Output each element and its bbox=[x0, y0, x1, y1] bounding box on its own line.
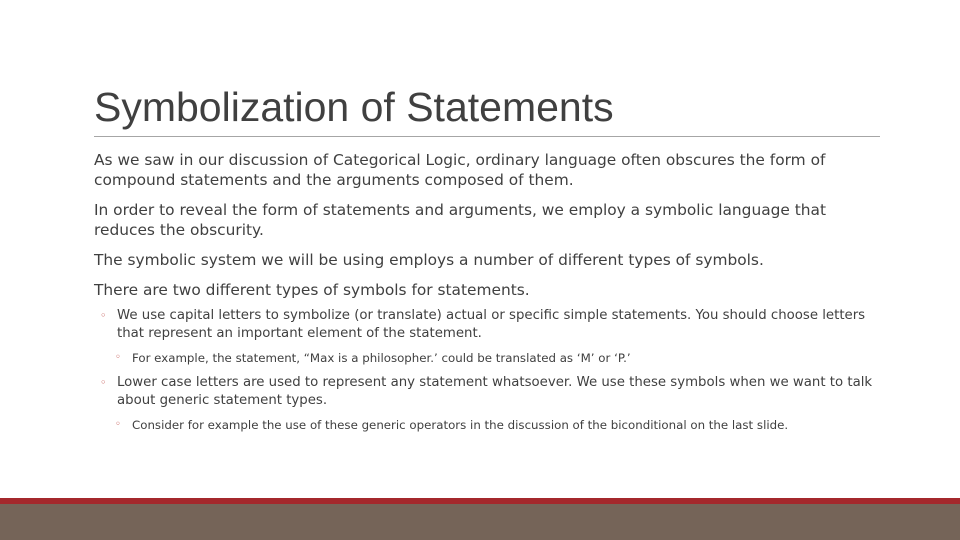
bullet-item bbox=[94, 374, 884, 409]
sub-bullet-item bbox=[94, 417, 884, 433]
bullet-item bbox=[94, 307, 884, 342]
bullet-text: Lower case letters are used to represent any statement whatsoever. We use these symbols when we want to talk about generic statement types. bbox=[117, 375, 873, 408]
bullet-marker-icon: ◦ bbox=[115, 419, 121, 430]
body-paragraph: There are two different types of symbols for statements. bbox=[94, 281, 530, 299]
bullet-marker-icon: ◦ bbox=[100, 309, 107, 322]
bullet-marker-icon: ◦ bbox=[115, 352, 121, 363]
bullet-text: We use capital letters to symbolize (or translate) actual or specific simple statements. You should choose letters that represent an important element of the statement. bbox=[117, 308, 866, 341]
footer-band bbox=[0, 504, 960, 540]
body-paragraph: In order to reveal the form of statements and arguments, we employ a symbolic language that reduces the obscurity. bbox=[94, 201, 827, 239]
title-divider bbox=[94, 136, 880, 137]
slide-title: Symbolization of Statements bbox=[94, 84, 614, 130]
sub-bullet-text: For example, the statement, “Max is a philosopher.’ could be translated as ‘M’ or ‘P.’ bbox=[132, 351, 631, 365]
bullet-marker-icon: ◦ bbox=[100, 376, 107, 389]
body-paragraph: As we saw in our discussion of Categorical Logic, ordinary language often obscures the form of compound statements and the arguments composed of them. bbox=[94, 151, 826, 189]
body-paragraph: The symbolic system we will be using employs a number of different types of symbols. bbox=[94, 251, 764, 269]
sub-bullet-text: Consider for example the use of these generic operators in the discussion of the biconditional on the last slide. bbox=[132, 418, 789, 432]
sub-bullet-item bbox=[94, 350, 884, 366]
slide-body bbox=[94, 150, 884, 441]
bullet-list bbox=[94, 307, 884, 433]
